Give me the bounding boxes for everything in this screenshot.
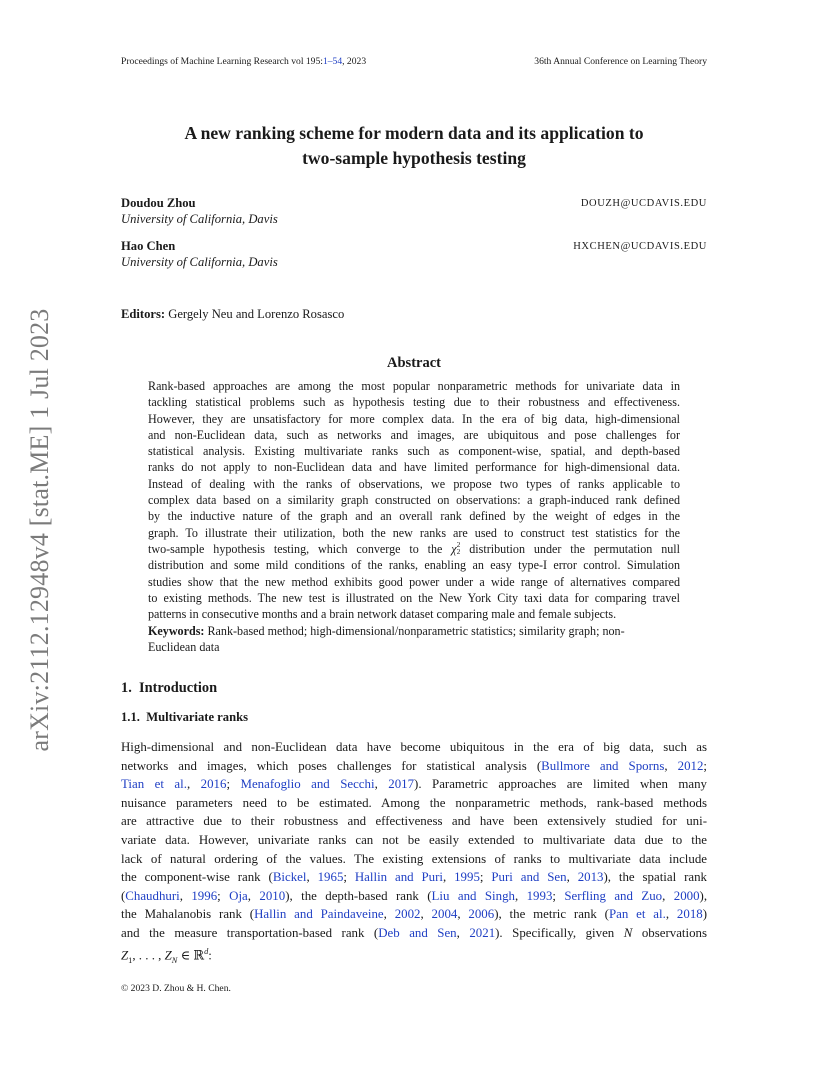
subsection-heading: 1.1. Multivariate ranks xyxy=(121,710,248,724)
journal-info: Proceedings of Machine Learning Research vol 195:1–54, 2023 xyxy=(121,56,367,67)
body-line: (Chaudhuri, 1996; Oja, 2010), the depth-based rank (Liu and Singh, 1993; Serfling and Zuo, 2000), xyxy=(121,888,708,903)
citation-year-link[interactable]: 2004 xyxy=(431,907,458,922)
abstract-line: complex data based on a similarity graph constructed on observations: a graph-induced rank defined xyxy=(148,493,680,508)
citation-link[interactable]: Hallin and Puri xyxy=(354,870,443,885)
citation-year-link[interactable]: 2016 xyxy=(200,777,227,792)
citation-link[interactable]: Puri and Sen xyxy=(491,870,567,885)
intro-paragraph xyxy=(121,738,707,970)
citation-link[interactable]: Serfling and Zuo xyxy=(564,888,663,903)
abstract-line: to existing methods. The new test is illustrated on the New York City taxi data for comparing travel xyxy=(148,590,680,605)
abstract-line: patterns in consecutive months and a brain network dataset comparing male and female subjects. xyxy=(148,607,617,622)
citation-link[interactable]: Menafoglio and Secchi xyxy=(240,777,375,792)
editors-names: Gergely Neu and Lorenzo Rosasco xyxy=(168,307,345,321)
running-head xyxy=(121,56,707,67)
body-line: High-dimensional and non-Euclidean data have become ubiquitous in the era of big data, such as xyxy=(121,740,707,754)
abstract-line: tackling statistical problems such as hypothesis testing due to their robustness and effectiveness. xyxy=(148,395,680,410)
abstract-line: studies show that the new method exhibits good power under a wide range of alternatives compared xyxy=(148,574,680,589)
copyright-notice: © 2023 D. Zhou & H. Chen. xyxy=(121,983,231,994)
author-affiliation: University of California, Davis xyxy=(121,212,278,226)
citation-year-link[interactable]: 2000 xyxy=(673,888,700,903)
keywords-label: Keywords: xyxy=(148,624,205,638)
abstract-line: Rank-based approaches are among the most popular nonparametric methods for univariate data in xyxy=(148,379,680,393)
body-line: are attractive due to their robustness and effectiveness and have been extensively studied for uni- xyxy=(121,814,707,829)
author-email: HXCHEN@UCDAVIS.EDU xyxy=(573,241,707,252)
body-line: and the measure transportation-based rank (Deb and Sen, 2021). Specifically, given N observations xyxy=(121,925,707,940)
citation-year-link[interactable]: 1996 xyxy=(191,888,218,903)
body-line: networks and images, which poses challenges for statistical analysis (Bullmore and Sporns, 2012; xyxy=(121,758,707,773)
citation-year-link[interactable]: 2021 xyxy=(469,925,496,940)
abstract-line: However, they are unsatisfactory for more complex data. In the era of big data, high-dimensional xyxy=(148,411,680,426)
citation-year-link[interactable]: 2012 xyxy=(677,758,704,773)
citation-link[interactable]: Oja xyxy=(229,888,248,903)
keywords: Keywords: Rank-based method; high-dimensional/nonparametric statistics; similarity graph; non- Euclidean data xyxy=(148,624,625,655)
paper-title xyxy=(121,121,707,171)
citation-year-link[interactable]: 2017 xyxy=(388,777,415,792)
abstract-line: distribution and some mild conditions of the ranks, enabling an easy type-I error control. Simulation xyxy=(148,558,680,573)
body-line: lack of natural ordering of the values. The existing extensions of ranks to multivariate data include xyxy=(121,851,707,866)
author-affiliation: University of California, Davis xyxy=(121,255,278,269)
body-line: the component-wise rank (Bickel, 1965; Hallin and Puri, 1995; Puri and Sen, 2013), the spatial rank xyxy=(121,870,707,885)
body-line: variate data. However, univariate ranks can not be easily extended to multivariate data due to the xyxy=(121,832,707,847)
abstract-line: and non-Euclidean data, such as networks and images, are ubiquitous and pose challenges for xyxy=(148,427,680,442)
citation-link[interactable]: Pan et al. xyxy=(608,907,666,922)
author-name: Hao Chen xyxy=(121,239,176,253)
citation-year-link[interactable]: 2010 xyxy=(259,888,286,903)
editors-line xyxy=(121,307,344,322)
citation-link[interactable]: Deb and Sen xyxy=(378,925,457,940)
author-block xyxy=(121,196,707,227)
title-line-1: A new ranking scheme for modern data and its application to xyxy=(184,123,644,143)
citation-year-link[interactable]: 1993 xyxy=(526,888,553,903)
abstract-line: graph. To illustrate their utilization, both the new ranks are used to construct test statistics for the xyxy=(148,525,680,540)
body-line: the Mahalanobis rank (Hallin and Paindaveine, 2002, 2004, 2006), the metric rank (Pan et al., 2018) xyxy=(121,907,707,922)
citation-year-link[interactable]: 1965 xyxy=(317,870,344,885)
citation-year-link[interactable]: 2006 xyxy=(468,907,495,922)
arxiv-id: arXiv:2112.12948v4 [stat.ME] 1 Jul 2023 xyxy=(25,308,54,752)
abstract-line: by the inductive nature of the graph and an overall rank defined by the weight of edges in the xyxy=(148,509,680,524)
abstract-line: two-sample hypothesis testing, which converge to the χ 2 2 distribution under the permutation null xyxy=(148,539,681,556)
section-heading: 1. Introduction xyxy=(121,680,218,696)
abstract-body xyxy=(148,378,680,622)
abstract-line: ranks do not apply to non-Euclidean data and have limited performance for high-dimensional data. xyxy=(148,460,680,475)
citation-year-link[interactable]: 2018 xyxy=(676,907,703,922)
citation-link[interactable]: Liu and Singh xyxy=(431,888,515,903)
chi-squared-symbol: χ 2 2 xyxy=(451,539,461,556)
conference-name: 36th Annual Conference on Learning Theory xyxy=(534,56,707,67)
citation-year-link[interactable]: 2002 xyxy=(394,907,421,922)
title-line-2: two-sample hypothesis testing xyxy=(302,148,526,168)
body-line: Tian et al., 2016; Menafoglio and Secchi, 2017). Parametric approaches are limited when many xyxy=(121,777,708,792)
citation-year-link[interactable]: 2013 xyxy=(577,870,604,885)
citation-link[interactable]: Bickel xyxy=(272,870,307,885)
author-email: DOUZH@UCDAVIS.EDU xyxy=(580,198,707,209)
citation-link[interactable]: Chaudhuri xyxy=(125,888,180,903)
abstract-line: statistical analysis. Existing multivariate ranks such as component-wise, spatial, and depth-based xyxy=(148,444,680,459)
body-line: $Z_1$, . . . , $Z_N$ ∈ ℝ$^d$: xyxy=(121,946,212,965)
editors-label: Editors: xyxy=(121,307,166,321)
citation-link[interactable]: Tian et al. xyxy=(121,777,187,792)
citation-link[interactable]: Hallin and Paindaveine xyxy=(254,907,384,922)
citation-year-link[interactable]: 1995 xyxy=(454,870,480,885)
author-block xyxy=(121,239,707,270)
abstract-line: Instead of dealing with the ranks of observations, we propose two types of ranks applicable to xyxy=(148,476,680,491)
author-name: Doudou Zhou xyxy=(121,196,196,210)
citation-link[interactable]: Bullmore and Sporns xyxy=(541,758,665,773)
abstract-heading: Abstract xyxy=(387,355,441,371)
page-range-link[interactable]: 1–54 xyxy=(322,56,343,67)
body-line: nuisance parameters need to be estimated. Among the nonparametric methods, rank-based methods xyxy=(121,795,707,810)
